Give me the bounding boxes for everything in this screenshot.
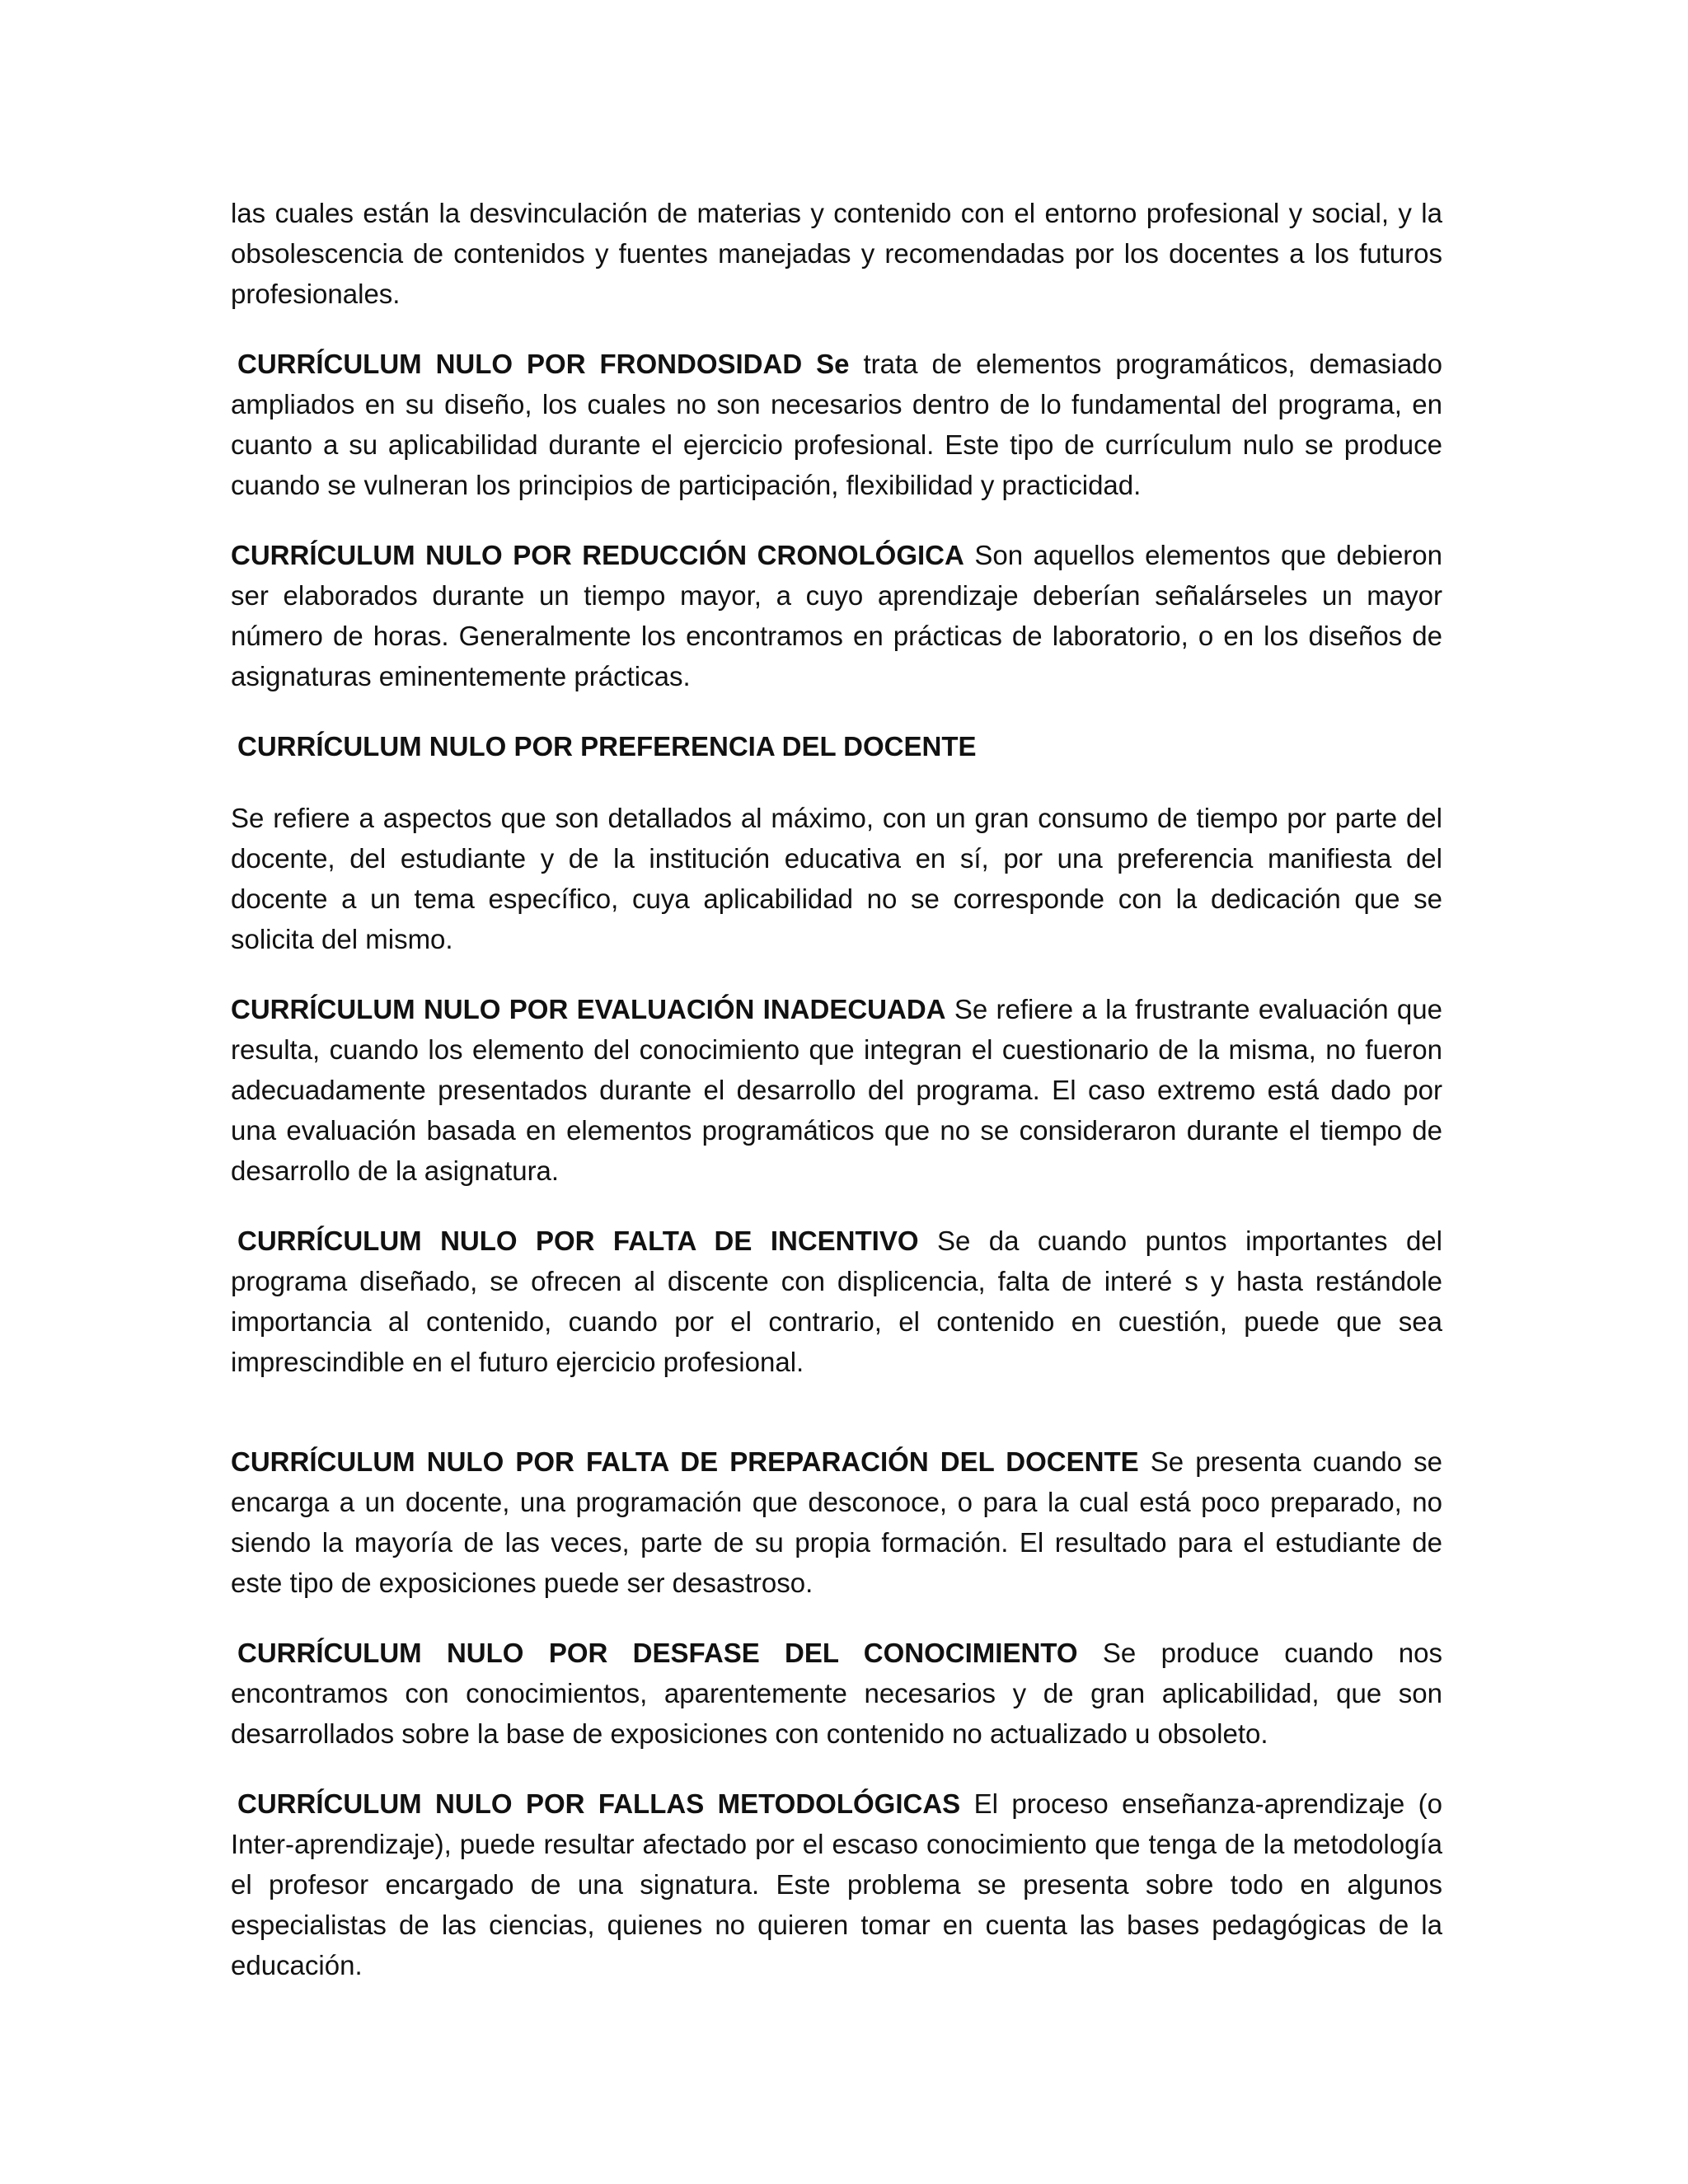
- paragraph-intro-continuation: [231, 193, 1442, 314]
- section-heading-falta-preparacion: CURRÍCULUM NULO POR FALTA DE PREPARACIÓN DEL DOCENTE: [231, 1446, 1139, 1477]
- paragraph-fallas-metodologicas: [231, 1783, 1442, 1985]
- paragraph-body: Se da cuando puntos importantes del programa diseñado, se ofrecen al discente con displicencia, falta de interé s y hasta restándole importancia al contenido, cuando por el contrario, el contenido en cuestión, puede que sea imprescindible en el futuro ejercicio profesional.: [231, 1226, 1442, 1377]
- section-heading-evaluacion-inadecuada: CURRÍCULUM NULO POR EVALUACIÓN INADECUADA: [231, 994, 946, 1024]
- paragraph-frondosidad: [231, 344, 1442, 505]
- paragraph-body: Se presenta cuando se encarga a un docente, una programación que desconoce, o para la cual está poco preparado, no siendo la mayoría de las veces, parte de su propia formación. El resultado para el estudiante de este tipo de exposiciones puede ser desastroso.: [231, 1446, 1442, 1598]
- section-heading-fallas-metodologicas: CURRÍCULUM NULO POR FALLAS METODOLÓGICAS: [237, 1788, 961, 1819]
- section-heading-falta-incentivo: CURRÍCULUM NULO POR FALTA DE INCENTIVO: [237, 1226, 919, 1256]
- section-heading-desfase-conocimiento: CURRÍCULUM NULO POR DESFASE DEL CONOCIMIENTO: [237, 1638, 1078, 1668]
- paragraph-body: trata de elementos programáticos, demasiado ampliados en su diseño, los cuales no son necesarios dentro de lo fundamental del programa, en cuanto a su aplicabilidad durante el ejercicio profesional. Este tipo de currículum nulo se produce cuando se vulneran los principios de participación, flexibilidad y practicidad.: [231, 349, 1443, 500]
- paragraph-body: Se refiere a aspectos que son detallados al máximo, con un gran consumo de tiempo por parte del docente, del estudiante y de la institución educativa en sí, por una preferencia manifiesta del docente a un tema específico, cuya aplicabilidad no se corresponde con la dedicación que se solicita del mismo.: [231, 803, 1442, 954]
- paragraph-preferencia-docente: [231, 798, 1442, 959]
- paragraph-body: El proceso enseñanza-aprendizaje (o Inter-aprendizaje), puede resultar afectado por el escaso conocimiento que tenga de la metodología el profesor encargado de una signatura. Este problema se presenta sobre todo en algunos especialistas de las ciencias, quienes no quieren tomar en cuenta las bases pedagógicas de la educación.: [231, 1788, 1443, 1980]
- document-page: [231, 193, 1442, 2015]
- paragraph-body: Son aquellos elementos que debieron ser elaborados durante un tiempo mayor, a cuyo aprendizaje deberían señalárseles un mayor número de horas. Generalmente los encontramos en prácticas de laboratorio, o en los diseños de asignaturas eminentemente prácticas.: [231, 540, 1442, 691]
- section-heading-reduccion-cronologica: CURRÍCULUM NULO POR REDUCCIÓN CRONOLÓGICA: [231, 540, 964, 570]
- paragraph-desfase-conocimiento: [231, 1633, 1442, 1754]
- paragraph-falta-incentivo: [231, 1221, 1442, 1382]
- paragraph-body: Se refiere a la frustrante evaluación que resulta, cuando los elemento del conocimiento que integran el cuestionario de la misma, no fueron adecuadamente presentados durante el desarrollo del programa. El caso extremo está dado por una evaluación basada en elementos programáticos que no se consideraron durante el tiempo de desarrollo de la asignatura.: [231, 994, 1442, 1186]
- paragraph-body: las cuales están la desvinculación de materias y contenido con el entorno profesional y social, y la obsolescencia de contenidos y fuentes manejadas y recomendadas por los docentes a los futuros profesionales.: [231, 198, 1442, 309]
- section-heading-frondosidad: CURRÍCULUM NULO POR FRONDOSIDAD Se: [237, 349, 850, 379]
- paragraph-reduccion-cronologica: [231, 535, 1442, 696]
- paragraph-body: Se produce cuando nos encontramos con conocimientos, aparentemente necesarios y de gran aplicabilidad, que son desarrollados sobre la base de exposiciones con contenido no actualizado u obsoleto.: [231, 1638, 1443, 1749]
- paragraph-falta-preparacion: [231, 1441, 1442, 1603]
- section-heading-preferencia-docente: CURRÍCULUM NULO POR PREFERENCIA DEL DOCENTE: [237, 731, 977, 762]
- paragraph-evaluacion-inadecuada: [231, 989, 1442, 1191]
